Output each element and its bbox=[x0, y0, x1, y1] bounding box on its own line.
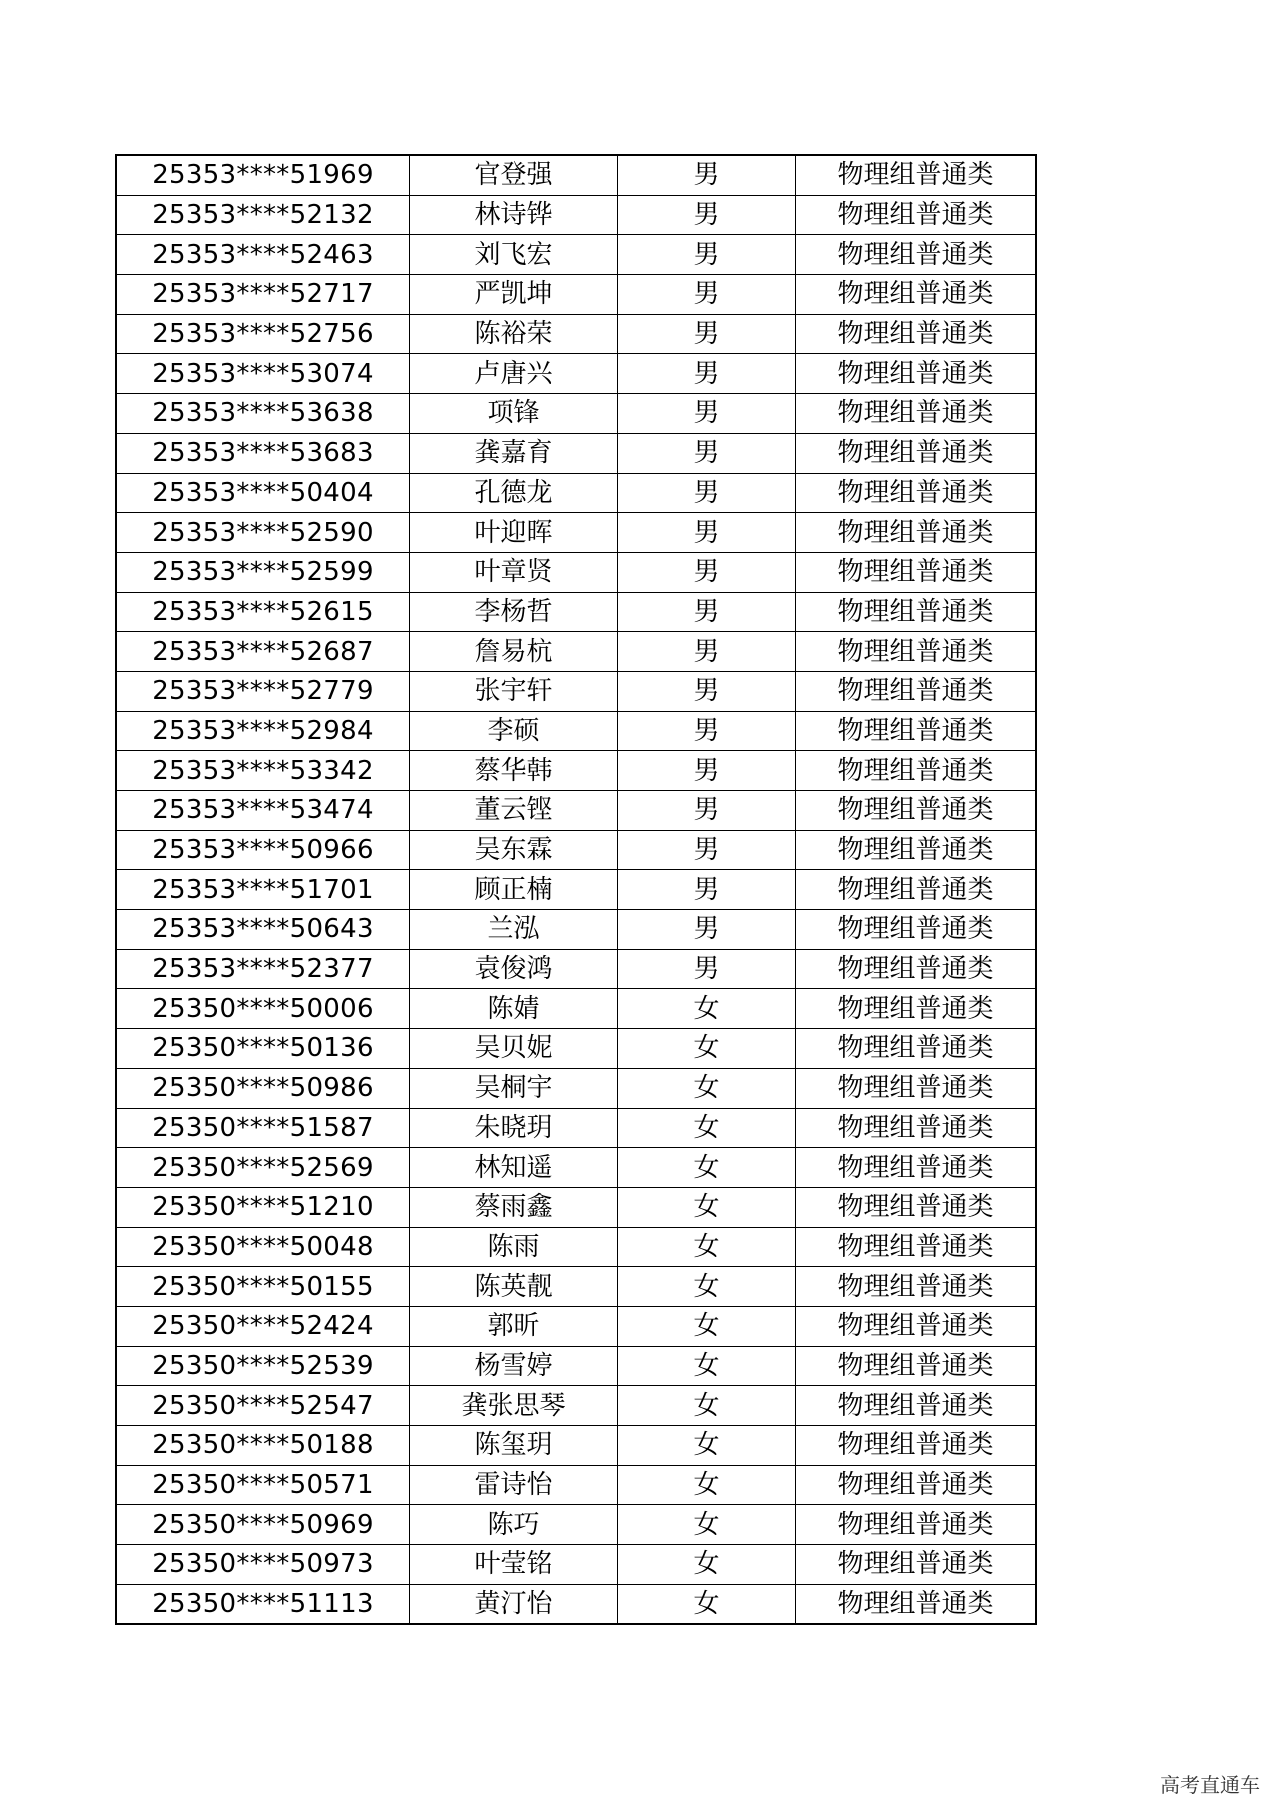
exam-id-cell: 25353****52779 bbox=[116, 671, 410, 711]
student-name-cell: 叶迎晖 bbox=[410, 513, 618, 553]
category-cell: 物理组普通类 bbox=[796, 1267, 1037, 1307]
category-cell: 物理组普通类 bbox=[796, 830, 1037, 870]
gender-cell: 男 bbox=[618, 275, 796, 315]
table-row bbox=[116, 751, 1036, 791]
gender-cell: 女 bbox=[618, 1505, 796, 1545]
gender-cell: 男 bbox=[618, 671, 796, 711]
gender-cell: 男 bbox=[618, 552, 796, 592]
gender-cell: 女 bbox=[618, 1306, 796, 1346]
student-name-cell: 袁俊鸿 bbox=[410, 949, 618, 989]
exam-id-cell: 25350****52424 bbox=[116, 1306, 410, 1346]
student-name-cell: 蔡雨鑫 bbox=[410, 1187, 618, 1227]
gender-cell: 女 bbox=[618, 1068, 796, 1108]
gender-cell: 女 bbox=[618, 1108, 796, 1148]
table-row bbox=[116, 1227, 1036, 1267]
exam-id-cell: 25350****50136 bbox=[116, 1029, 410, 1069]
student-name-cell: 顾正楠 bbox=[410, 870, 618, 910]
student-name-cell: 蔡华韩 bbox=[410, 751, 618, 791]
gender-cell: 女 bbox=[618, 1426, 796, 1466]
category-cell: 物理组普通类 bbox=[796, 949, 1037, 989]
exam-id-cell: 25353****52717 bbox=[116, 275, 410, 315]
category-cell: 物理组普通类 bbox=[796, 1505, 1037, 1545]
exam-id-cell: 25350****52547 bbox=[116, 1386, 410, 1426]
exam-id-cell: 25350****50986 bbox=[116, 1068, 410, 1108]
category-cell: 物理组普通类 bbox=[796, 1386, 1037, 1426]
table-row bbox=[116, 1505, 1036, 1545]
student-name-cell: 朱晓玥 bbox=[410, 1108, 618, 1148]
student-name-cell: 董云铿 bbox=[410, 791, 618, 831]
gender-cell: 男 bbox=[618, 751, 796, 791]
exam-id-cell: 25353****53474 bbox=[116, 791, 410, 831]
watermark-text: 高考直通车 bbox=[1160, 1773, 1260, 1797]
exam-id-cell: 25353****51701 bbox=[116, 870, 410, 910]
student-name-cell: 陈英靓 bbox=[410, 1267, 618, 1307]
category-cell: 物理组普通类 bbox=[796, 235, 1037, 275]
table-row bbox=[116, 195, 1036, 235]
category-cell: 物理组普通类 bbox=[796, 314, 1037, 354]
student-name-cell: 吴东霖 bbox=[410, 830, 618, 870]
exam-id-cell: 25350****50973 bbox=[116, 1545, 410, 1585]
gender-cell: 女 bbox=[618, 1029, 796, 1069]
exam-id-cell: 25353****53638 bbox=[116, 394, 410, 434]
table-row bbox=[116, 275, 1036, 315]
category-cell: 物理组普通类 bbox=[796, 711, 1037, 751]
category-cell: 物理组普通类 bbox=[796, 513, 1037, 553]
exam-id-cell: 25353****52756 bbox=[116, 314, 410, 354]
table-row bbox=[116, 910, 1036, 950]
gender-cell: 男 bbox=[618, 711, 796, 751]
table-row bbox=[116, 632, 1036, 672]
exam-id-cell: 25350****50155 bbox=[116, 1267, 410, 1307]
gender-cell: 男 bbox=[618, 394, 796, 434]
gender-cell: 男 bbox=[618, 949, 796, 989]
exam-id-cell: 25353****52590 bbox=[116, 513, 410, 553]
student-name-cell: 兰泓 bbox=[410, 910, 618, 950]
category-cell: 物理组普通类 bbox=[796, 1306, 1037, 1346]
gender-cell: 女 bbox=[618, 1267, 796, 1307]
table-row bbox=[116, 552, 1036, 592]
exam-id-cell: 25353****50643 bbox=[116, 910, 410, 950]
table-row bbox=[116, 1148, 1036, 1188]
category-cell: 物理组普通类 bbox=[796, 394, 1037, 434]
category-cell: 物理组普通类 bbox=[796, 552, 1037, 592]
table-row bbox=[116, 870, 1036, 910]
student-name-cell: 吴贝妮 bbox=[410, 1029, 618, 1069]
category-cell: 物理组普通类 bbox=[796, 910, 1037, 950]
exam-id-cell: 25353****51969 bbox=[116, 155, 410, 195]
exam-id-cell: 25350****50571 bbox=[116, 1465, 410, 1505]
student-name-cell: 张宇轩 bbox=[410, 671, 618, 711]
student-name-cell: 陈雨 bbox=[410, 1227, 618, 1267]
gender-cell: 男 bbox=[618, 155, 796, 195]
table-row bbox=[116, 711, 1036, 751]
table-row bbox=[116, 1029, 1036, 1069]
exam-id-cell: 25350****50006 bbox=[116, 989, 410, 1029]
table-row bbox=[116, 1426, 1036, 1466]
student-name-cell: 龚嘉育 bbox=[410, 433, 618, 473]
category-cell: 物理组普通类 bbox=[796, 275, 1037, 315]
exam-id-cell: 25350****52569 bbox=[116, 1148, 410, 1188]
category-cell: 物理组普通类 bbox=[796, 1108, 1037, 1148]
table-row bbox=[116, 1306, 1036, 1346]
exam-id-cell: 25350****52539 bbox=[116, 1346, 410, 1386]
table-row bbox=[116, 354, 1036, 394]
category-cell: 物理组普通类 bbox=[796, 1545, 1037, 1585]
category-cell: 物理组普通类 bbox=[796, 433, 1037, 473]
table-row bbox=[116, 830, 1036, 870]
category-cell: 物理组普通类 bbox=[796, 751, 1037, 791]
exam-id-cell: 25353****52984 bbox=[116, 711, 410, 751]
gender-cell: 女 bbox=[618, 1386, 796, 1426]
student-name-cell: 叶莹铭 bbox=[410, 1545, 618, 1585]
student-name-cell: 官登强 bbox=[410, 155, 618, 195]
category-cell: 物理组普通类 bbox=[796, 592, 1037, 632]
gender-cell: 女 bbox=[618, 1187, 796, 1227]
table-row bbox=[116, 791, 1036, 831]
category-cell: 物理组普通类 bbox=[796, 1584, 1037, 1624]
table-row bbox=[116, 1068, 1036, 1108]
gender-cell: 女 bbox=[618, 1584, 796, 1624]
exam-id-cell: 25353****52687 bbox=[116, 632, 410, 672]
gender-cell: 男 bbox=[618, 910, 796, 950]
table-row bbox=[116, 473, 1036, 513]
category-cell: 物理组普通类 bbox=[796, 791, 1037, 831]
category-cell: 物理组普通类 bbox=[796, 1465, 1037, 1505]
table-row bbox=[116, 314, 1036, 354]
gender-cell: 女 bbox=[618, 1346, 796, 1386]
table-row bbox=[116, 1346, 1036, 1386]
table-row bbox=[116, 1584, 1036, 1624]
exam-id-cell: 25350****51210 bbox=[116, 1187, 410, 1227]
student-name-cell: 陈裕荣 bbox=[410, 314, 618, 354]
student-name-cell: 林诗铧 bbox=[410, 195, 618, 235]
exam-id-cell: 25350****50969 bbox=[116, 1505, 410, 1545]
exam-id-cell: 25350****50188 bbox=[116, 1426, 410, 1466]
table-row bbox=[116, 1267, 1036, 1307]
exam-id-cell: 25350****51113 bbox=[116, 1584, 410, 1624]
category-cell: 物理组普通类 bbox=[796, 1346, 1037, 1386]
category-cell: 物理组普通类 bbox=[796, 870, 1037, 910]
table-row bbox=[116, 155, 1036, 195]
exam-id-cell: 25350****50048 bbox=[116, 1227, 410, 1267]
table-row bbox=[116, 671, 1036, 711]
student-name-cell: 雷诗怡 bbox=[410, 1465, 618, 1505]
table-row bbox=[116, 235, 1036, 275]
student-name-cell: 吴桐宇 bbox=[410, 1068, 618, 1108]
category-cell: 物理组普通类 bbox=[796, 632, 1037, 672]
student-name-cell: 黄汀怡 bbox=[410, 1584, 618, 1624]
gender-cell: 男 bbox=[618, 314, 796, 354]
category-cell: 物理组普通类 bbox=[796, 473, 1037, 513]
exam-id-cell: 25353****52599 bbox=[116, 552, 410, 592]
gender-cell: 男 bbox=[618, 235, 796, 275]
gender-cell: 男 bbox=[618, 195, 796, 235]
category-cell: 物理组普通类 bbox=[796, 1187, 1037, 1227]
table-row bbox=[116, 394, 1036, 434]
student-name-cell: 刘飞宏 bbox=[410, 235, 618, 275]
student-name-cell: 李杨哲 bbox=[410, 592, 618, 632]
exam-id-cell: 25353****53683 bbox=[116, 433, 410, 473]
student-name-cell: 陈玺玥 bbox=[410, 1426, 618, 1466]
exam-id-cell: 25353****52132 bbox=[116, 195, 410, 235]
gender-cell: 女 bbox=[618, 1545, 796, 1585]
student-roster-table bbox=[115, 154, 1037, 1625]
table-row bbox=[116, 1108, 1036, 1148]
student-name-cell: 杨雪婷 bbox=[410, 1346, 618, 1386]
gender-cell: 男 bbox=[618, 791, 796, 831]
gender-cell: 男 bbox=[618, 632, 796, 672]
gender-cell: 女 bbox=[618, 1465, 796, 1505]
exam-id-cell: 25353****53342 bbox=[116, 751, 410, 791]
exam-id-cell: 25353****50966 bbox=[116, 830, 410, 870]
gender-cell: 男 bbox=[618, 354, 796, 394]
category-cell: 物理组普通类 bbox=[796, 671, 1037, 711]
gender-cell: 女 bbox=[618, 989, 796, 1029]
gender-cell: 男 bbox=[618, 433, 796, 473]
category-cell: 物理组普通类 bbox=[796, 1227, 1037, 1267]
table-row bbox=[116, 1386, 1036, 1426]
student-name-cell: 叶章贤 bbox=[410, 552, 618, 592]
student-name-cell: 龚张思琴 bbox=[410, 1386, 618, 1426]
student-name-cell: 卢唐兴 bbox=[410, 354, 618, 394]
exam-id-cell: 25353****52463 bbox=[116, 235, 410, 275]
category-cell: 物理组普通类 bbox=[796, 354, 1037, 394]
exam-id-cell: 25353****50404 bbox=[116, 473, 410, 513]
category-cell: 物理组普通类 bbox=[796, 1068, 1037, 1108]
category-cell: 物理组普通类 bbox=[796, 1029, 1037, 1069]
table-row bbox=[116, 592, 1036, 632]
category-cell: 物理组普通类 bbox=[796, 155, 1037, 195]
roster-body bbox=[116, 155, 1036, 1624]
student-name-cell: 詹易杭 bbox=[410, 632, 618, 672]
category-cell: 物理组普通类 bbox=[796, 195, 1037, 235]
student-name-cell: 陈婧 bbox=[410, 989, 618, 1029]
category-cell: 物理组普通类 bbox=[796, 1426, 1037, 1466]
exam-id-cell: 25353****52615 bbox=[116, 592, 410, 632]
table-row bbox=[116, 433, 1036, 473]
gender-cell: 女 bbox=[618, 1148, 796, 1188]
gender-cell: 男 bbox=[618, 592, 796, 632]
table-row bbox=[116, 1545, 1036, 1585]
student-name-cell: 林知遥 bbox=[410, 1148, 618, 1188]
gender-cell: 男 bbox=[618, 513, 796, 553]
exam-id-cell: 25353****52377 bbox=[116, 949, 410, 989]
table-row bbox=[116, 1465, 1036, 1505]
table-row bbox=[116, 949, 1036, 989]
category-cell: 物理组普通类 bbox=[796, 1148, 1037, 1188]
gender-cell: 男 bbox=[618, 870, 796, 910]
student-name-cell: 李硕 bbox=[410, 711, 618, 751]
category-cell: 物理组普通类 bbox=[796, 989, 1037, 1029]
gender-cell: 男 bbox=[618, 830, 796, 870]
student-name-cell: 严凯坤 bbox=[410, 275, 618, 315]
exam-id-cell: 25353****53074 bbox=[116, 354, 410, 394]
student-name-cell: 孔德龙 bbox=[410, 473, 618, 513]
exam-id-cell: 25350****51587 bbox=[116, 1108, 410, 1148]
table-row bbox=[116, 989, 1036, 1029]
gender-cell: 女 bbox=[618, 1227, 796, 1267]
student-name-cell: 项锋 bbox=[410, 394, 618, 434]
table-row bbox=[116, 1187, 1036, 1227]
table-row bbox=[116, 513, 1036, 553]
student-name-cell: 陈巧 bbox=[410, 1505, 618, 1545]
student-name-cell: 郭昕 bbox=[410, 1306, 618, 1346]
gender-cell: 男 bbox=[618, 473, 796, 513]
